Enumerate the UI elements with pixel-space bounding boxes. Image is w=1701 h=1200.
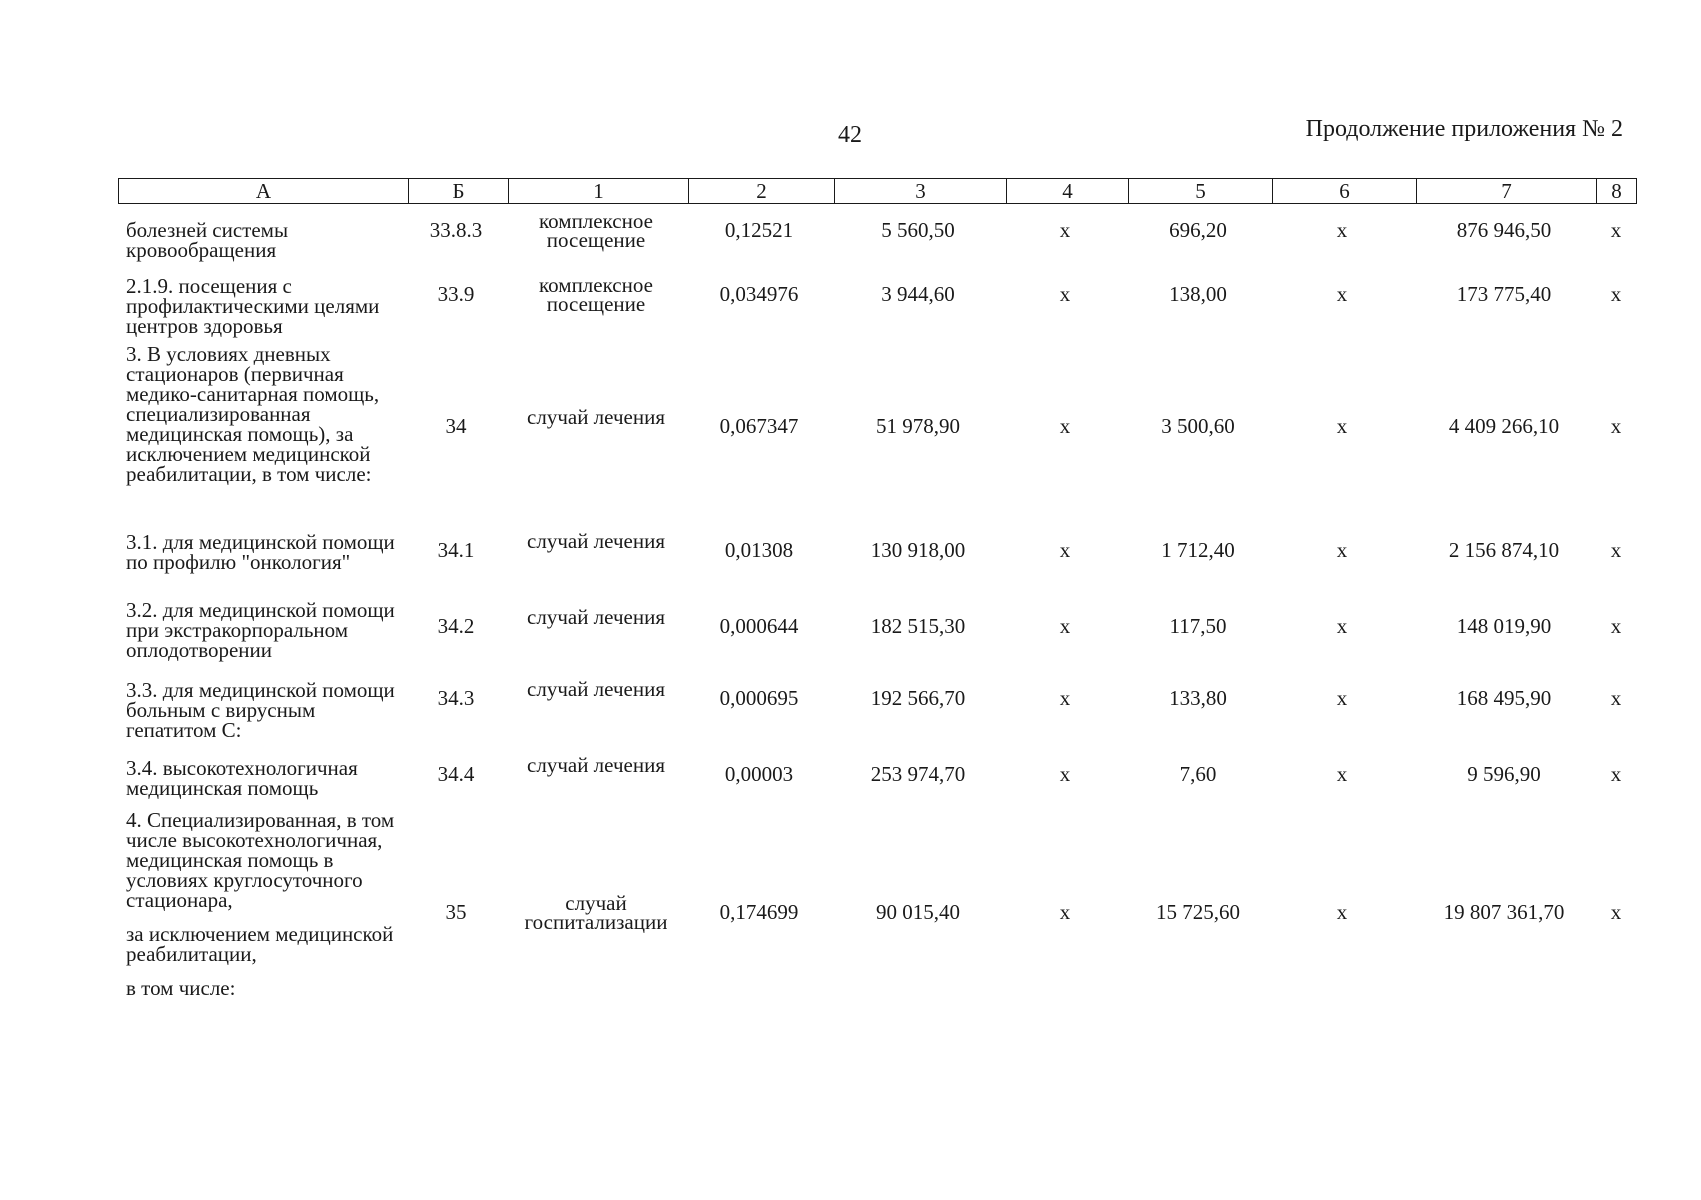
- row-code: 34: [445, 414, 467, 438]
- row-col-5: 15 725,60: [1156, 900, 1240, 924]
- row-col-7: 19 807 361,70: [1443, 900, 1565, 924]
- page-number: 42: [838, 122, 862, 148]
- table-row: [118, 344, 1636, 532]
- row-col-5: 3 500,60: [1161, 414, 1235, 438]
- row-description-text: 3.2. для медицинской помощи при экстракорпоральном оплодотворении: [126, 598, 395, 662]
- row-description-text: 3. В условиях дневных стационаров (первичная медико-санитарная помощь, специализированная медицинская помощь), за исключением медицинской реабилитации, в том числе:: [126, 342, 380, 486]
- row-col-2: 0,174699: [719, 900, 799, 924]
- row-description: [126, 600, 404, 660]
- table-row: [118, 677, 1636, 758]
- row-description: [126, 758, 404, 798]
- row-description: [126, 220, 404, 260]
- row-col-8: х: [1610, 762, 1622, 786]
- table-row: [118, 753, 1636, 810]
- row-col-7: 173 775,40: [1456, 282, 1552, 306]
- row-description-text: болезней системы кровообращения: [126, 218, 289, 262]
- row-col-2: 0,067347: [719, 414, 799, 438]
- row-col-4: х: [1059, 282, 1071, 306]
- row-unit: случай лечения: [527, 677, 665, 701]
- row-col-5: 117,50: [1169, 614, 1227, 638]
- row-description: [126, 276, 404, 336]
- row-col-3: 3 944,60: [881, 282, 955, 306]
- row-col-6: х: [1336, 686, 1348, 710]
- row-unit: случай лечения: [527, 529, 665, 553]
- column-header-4: 4: [1007, 179, 1129, 204]
- row-description-text: за исключением медицинской реабилитации,: [126, 922, 394, 966]
- table-row: [118, 529, 1636, 600]
- column-header-row: [119, 179, 1637, 204]
- row-col-6: х: [1336, 218, 1348, 242]
- row-col-4: х: [1059, 614, 1071, 638]
- row-col-5: 696,20: [1169, 218, 1227, 242]
- column-header-5: 5: [1129, 179, 1273, 204]
- row-col-7: 148 019,90: [1456, 614, 1552, 638]
- row-col-2: 0,034976: [719, 282, 799, 306]
- row-col-8: х: [1610, 900, 1622, 924]
- row-col-2: 0,00003: [724, 762, 794, 786]
- row-col-4: х: [1059, 900, 1071, 924]
- column-header-b: Б: [409, 179, 509, 204]
- table-row: [118, 209, 1636, 276]
- row-col-3: 192 566,70: [870, 686, 966, 710]
- row-unit: случай госпитализации: [524, 891, 668, 934]
- row-col-7: 2 156 874,10: [1448, 538, 1560, 562]
- row-code: 34.2: [437, 614, 475, 638]
- column-header-1: 1: [509, 179, 689, 204]
- row-col-6: х: [1336, 282, 1348, 306]
- row-col-3: 90 015,40: [876, 900, 960, 924]
- row-col-4: х: [1059, 414, 1071, 438]
- column-header-7: 7: [1417, 179, 1597, 204]
- row-col-4: х: [1059, 762, 1071, 786]
- row-col-6: х: [1336, 614, 1348, 638]
- row-col-2: 0,000695: [719, 686, 799, 710]
- row-col-4: х: [1059, 686, 1071, 710]
- row-description: [126, 532, 404, 572]
- row-col-7: 4 409 266,10: [1448, 414, 1560, 438]
- table-row: [118, 600, 1636, 680]
- row-col-5: 138,00: [1169, 282, 1227, 306]
- row-col-7: 876 946,50: [1456, 218, 1552, 242]
- row-col-8: х: [1610, 414, 1622, 438]
- row-col-6: х: [1336, 538, 1348, 562]
- row-col-3: 5 560,50: [881, 218, 955, 242]
- row-description-text: 3.1. для медицинской помощи по профилю "онкология": [126, 530, 395, 574]
- row-unit: случай лечения: [527, 753, 665, 777]
- row-code: 33.8.3: [429, 218, 483, 242]
- column-header-2: 2: [689, 179, 835, 204]
- row-description-text: 4. Специализированная, в том числе высокотехнологичная, медицинская помощь в условиях круглосуточного стационара,: [126, 808, 395, 912]
- row-unit: случай лечения: [527, 405, 665, 429]
- table-row: [118, 273, 1636, 344]
- row-col-7: 168 495,90: [1456, 686, 1552, 710]
- row-unit: комплексное посещение: [539, 273, 653, 316]
- row-col-6: х: [1336, 900, 1348, 924]
- row-col-4: х: [1059, 538, 1071, 562]
- row-description: [126, 810, 404, 998]
- row-col-5: 7,60: [1179, 762, 1217, 786]
- row-code: 34.1: [437, 538, 475, 562]
- row-unit: случай лечения: [527, 605, 665, 629]
- row-col-3: 182 515,30: [870, 614, 966, 638]
- row-col-3: 51 978,90: [876, 414, 960, 438]
- row-description-text: в том числе:: [126, 976, 236, 1000]
- row-description: [126, 680, 404, 740]
- row-col-2: 0,12521: [724, 218, 794, 242]
- row-code: 35: [445, 900, 467, 924]
- row-col-5: 133,80: [1169, 686, 1227, 710]
- row-description-text: 2.1.9. посещения с профилактическими целями центров здоровья: [126, 274, 380, 338]
- column-header-table: [118, 178, 1637, 204]
- row-col-8: х: [1610, 614, 1622, 638]
- annex-continuation-note: Продолжение приложения № 2: [1305, 116, 1623, 142]
- row-code: 34.4: [437, 762, 475, 786]
- table-row: [118, 810, 1636, 1050]
- column-header-a: А: [119, 179, 409, 204]
- row-col-4: х: [1059, 218, 1071, 242]
- row-col-3: 130 918,00: [870, 538, 966, 562]
- row-description-text: 3.3. для медицинской помощи больным с вирусным гепатитом С:: [126, 678, 395, 742]
- row-col-6: х: [1336, 762, 1348, 786]
- row-unit: комплексное посещение: [539, 209, 653, 252]
- column-header-8: 8: [1597, 179, 1637, 204]
- row-col-3: 253 974,70: [870, 762, 966, 786]
- row-col-8: х: [1610, 218, 1622, 242]
- row-description-text: 3.4. высокотехнологичная медицинская помощь: [126, 756, 358, 800]
- row-code: 33.9: [437, 282, 475, 306]
- row-col-8: х: [1610, 538, 1622, 562]
- row-col-5: 1 712,40: [1161, 538, 1235, 562]
- row-code: 34.3: [437, 686, 475, 710]
- row-col-7: 9 596,90: [1467, 762, 1541, 786]
- row-col-6: х: [1336, 414, 1348, 438]
- row-col-8: х: [1610, 686, 1622, 710]
- row-col-2: 0,000644: [719, 614, 799, 638]
- column-header-6: 6: [1273, 179, 1417, 204]
- row-col-2: 0,01308: [724, 538, 794, 562]
- column-header-3: 3: [835, 179, 1007, 204]
- row-col-8: х: [1610, 282, 1622, 306]
- row-description: [126, 344, 404, 484]
